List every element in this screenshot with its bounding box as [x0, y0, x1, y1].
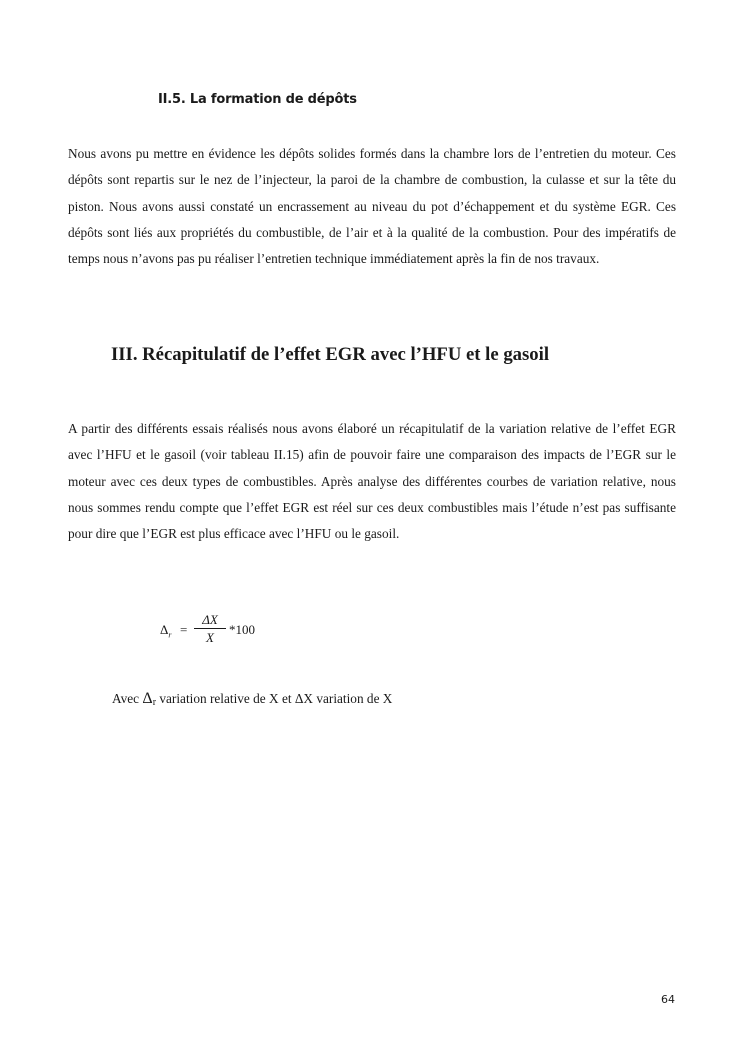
deposits-paragraph: Nous avons pu mettre en évidence les dépôts solides formés dans la chambre lors de l’entretien du moteur. Ces dépôts sont repartis sur le nez de l’injecteur, la paroi de la chambre de combustion, la culasse et sur la tête du piston. Nous avons aussi constaté un encrassement au niveau du pot d’échappement et du système EGR. Ces dépôts sont liés aux propriétés du combustible, de l’air et à la qualité de la combustion. Pour des impératifs de temps nous n’avons pas pu réaliser l’entretien technique immédiatement après la fin de nos travaux.	[68, 146, 676, 267]
definition-delta-r	[142, 690, 156, 707]
formula-multiplier: *100	[229, 622, 255, 637]
formula-numerator: ΔX	[194, 612, 226, 629]
formula-denominator: X	[206, 630, 214, 645]
page-number: 64	[661, 993, 675, 1006]
formula-delta-symbol: Δ	[160, 622, 169, 637]
definition-delta-symbol: Δ	[142, 690, 153, 707]
definition-text: variation relative de X et ΔX variation de X	[159, 691, 393, 706]
formula-subscript: r	[168, 630, 172, 640]
formula-equals: =	[180, 622, 188, 637]
subsection-title: II.5. La formation de dépôts	[158, 92, 357, 107]
formula-fraction	[194, 612, 226, 646]
section-title: III. Récapitulatif de l’effet EGR avec l’HFU et le gasoil	[111, 344, 550, 365]
summary-paragraph: A partir des différents essais réalisés nous avons élaboré un récapitulatif de la variation relative de l’effet EGR avec l’HFU et le gasoil (voir tableau II.15) afin de pouvoir faire une comparaison des impacts de l’EGR sur le moteur avec ces deux types de combustibles. Après analyse des différentes courbes de variation relative, nous nous sommes rendu compte que l’effet EGR est réel sur ces deux combustibles mais l’étude n’est pas suffisante pour dire que l’EGR est plus efficace avec l’HFU ou le gasoil.	[68, 421, 676, 542]
formula-lhs	[160, 622, 172, 640]
definition-subscript: r	[152, 697, 157, 708]
definition-prefix: Avec	[112, 691, 140, 706]
formula-definition	[112, 690, 392, 708]
